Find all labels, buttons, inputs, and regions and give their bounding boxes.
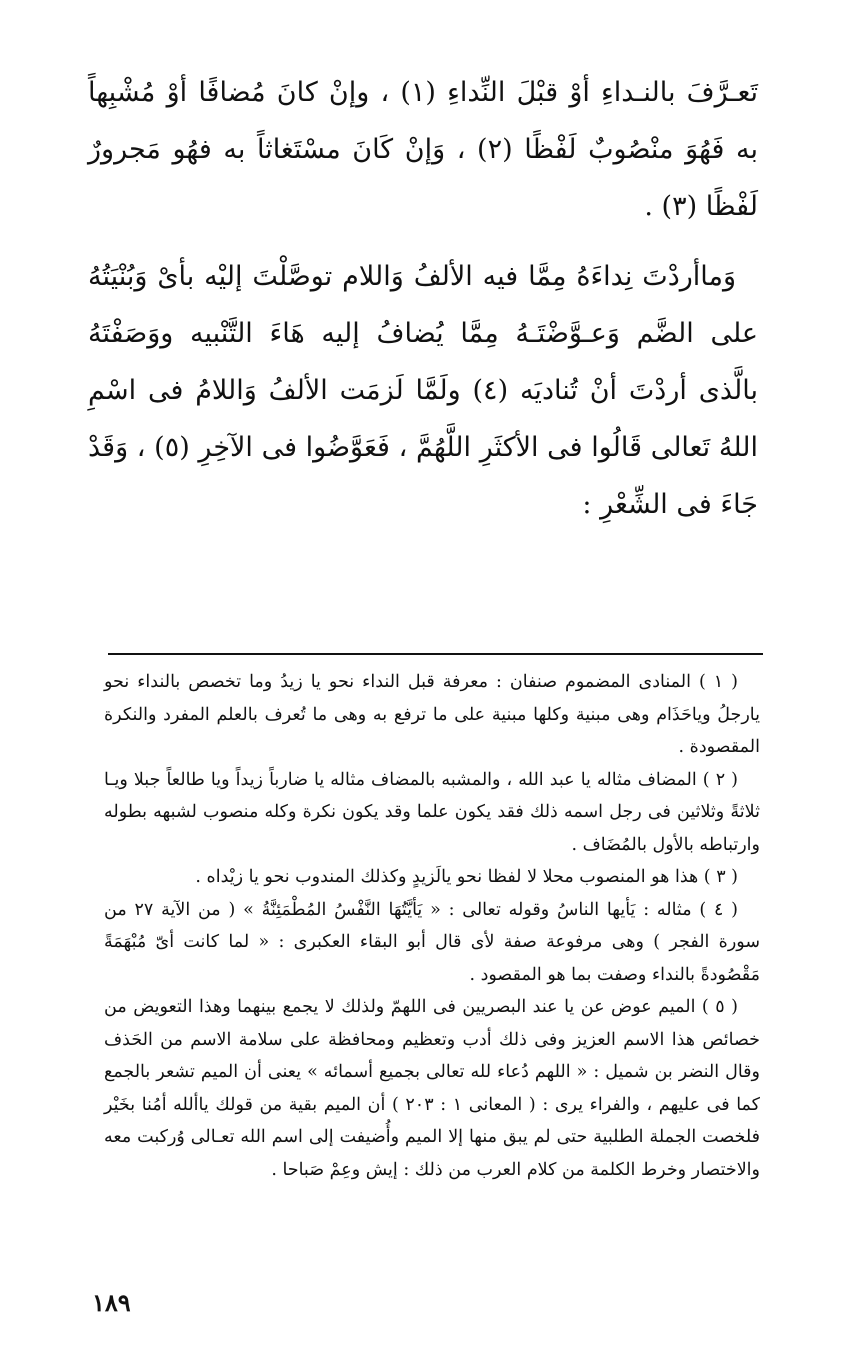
footnote-5: ( ٥ ) الميم عوض عن يا عند البصريين فى اللهمّ ولذلك لا يجمع بينهما وهذا التعويض من خصائص هذا الاسم العزيز وفى ذلك أدب وتعظيم ومحافظة على سلامة الاسم من الحَذف وقال النضر بن شميل : « اللهم دُعاء لله تعالى بجميع أسمائه » يعنى أن الميم تشعر بالجمع كما فى عليهم ، والفراء يرى : ( المعانى ١ : ٢٠٣ ) أن الميم بقية من قولك ياألله أمُنا بخَيْر فلخصت الجملة الطلبية حتى لم يبق منها إلا الميم وأُضيفت إلى اسم الله تعـالى وُركبت معه والاختصار وخرط الكلمة من كلام العرب من ذلك : إيش وعِمْ صَباحا . <box>104 997 760 1180</box>
footnote-4: ( ٤ ) مثاله : يَأيها الناسُ وقوله تعالى : « يَأيَّتُهَا النَّفْسُ المُطْمَئِنَّةُ » ( من الآية ٢٧ من سورة الفجر ) وهى مرفوعة صفة لأى قال أبو البقاء العكبرى : « لما كانت أىّ مُبْهَمَةً مَقْصُودةً بالنداء وصفت بما هو المقصود . <box>104 899 760 985</box>
footnote-1: ( ١ ) المنادى المضموم صنفان : معرفة قبل النداء نحو يا زيدُ وما تخصص بالنداء نحو يارجلُ وياحَذَام وهى مبنية وكلها مبنية على ما ترفع به وهى ما تُعرف بالعلم المفرد والنكرة المقصودة . <box>104 672 760 757</box>
footnote-3: ( ٣ ) هذا هو المنصوب محلا لا لفظا نحو يالَزيدٍ وكذلك المندوب نحو يا زيْداه . <box>195 867 738 887</box>
main-text <box>88 64 758 533</box>
footnote-2: ( ٢ ) المضاف مثاله يا عبد الله ، والمشبه بالمضاف مثاله يا ضارباً زيداً ويا طالعاً جبلا ويـا ثلاثةً وثلاثين فى رجل اسمه ذلك فقد يكون علما وقد يكون نكرة وكله منصوب لشبهه بطوله وارتباطه بالأول بالمُضَاف . <box>104 769 760 855</box>
main-paragraph-1: تَعـرَّفَ بالنـداءِ أوْ قبْلَ النِّداءِ (١) ، وإنْ كانَ مُضافًا أوْ مُشْبِهاً به فَهُوَ منْصُوبٌ لَفْظًا (٢) ، وَإنْ كَانَ مسْتَغاثاً به فهُو مَجرورٌ لَفْظًا (٣) . <box>88 77 758 222</box>
footnote-separator <box>108 653 763 655</box>
footnotes <box>104 666 760 1186</box>
page-number: ١٨٩ <box>92 1288 131 1317</box>
main-paragraph-2: وَماأردْتَ نِداءَهُ مِمَّا فيه الألفُ وَاللام توصَّلْتَ إليْه بأىْ وَبُنْيَتُهُ على الضَّم وَعـوَّضْتَـهُ مِمَّا يُضافُ إليه هَاءَ التَّنْبيه ووَصَفْتَهُ بالَّذى أردْتَ أنْ تُناديَه (٤) ولَمَّا لَزمَت الألفُ وَاللامُ فى اسْمِ اللهُ تَعالى قَالُوا فى الأكثَرِ اللَّهُمَّ ، فَعَوَّضُوا فى الآخِرِ (٥) ، وَقَدْ جَاءَ فى الشِّعْرِ : <box>88 261 759 520</box>
